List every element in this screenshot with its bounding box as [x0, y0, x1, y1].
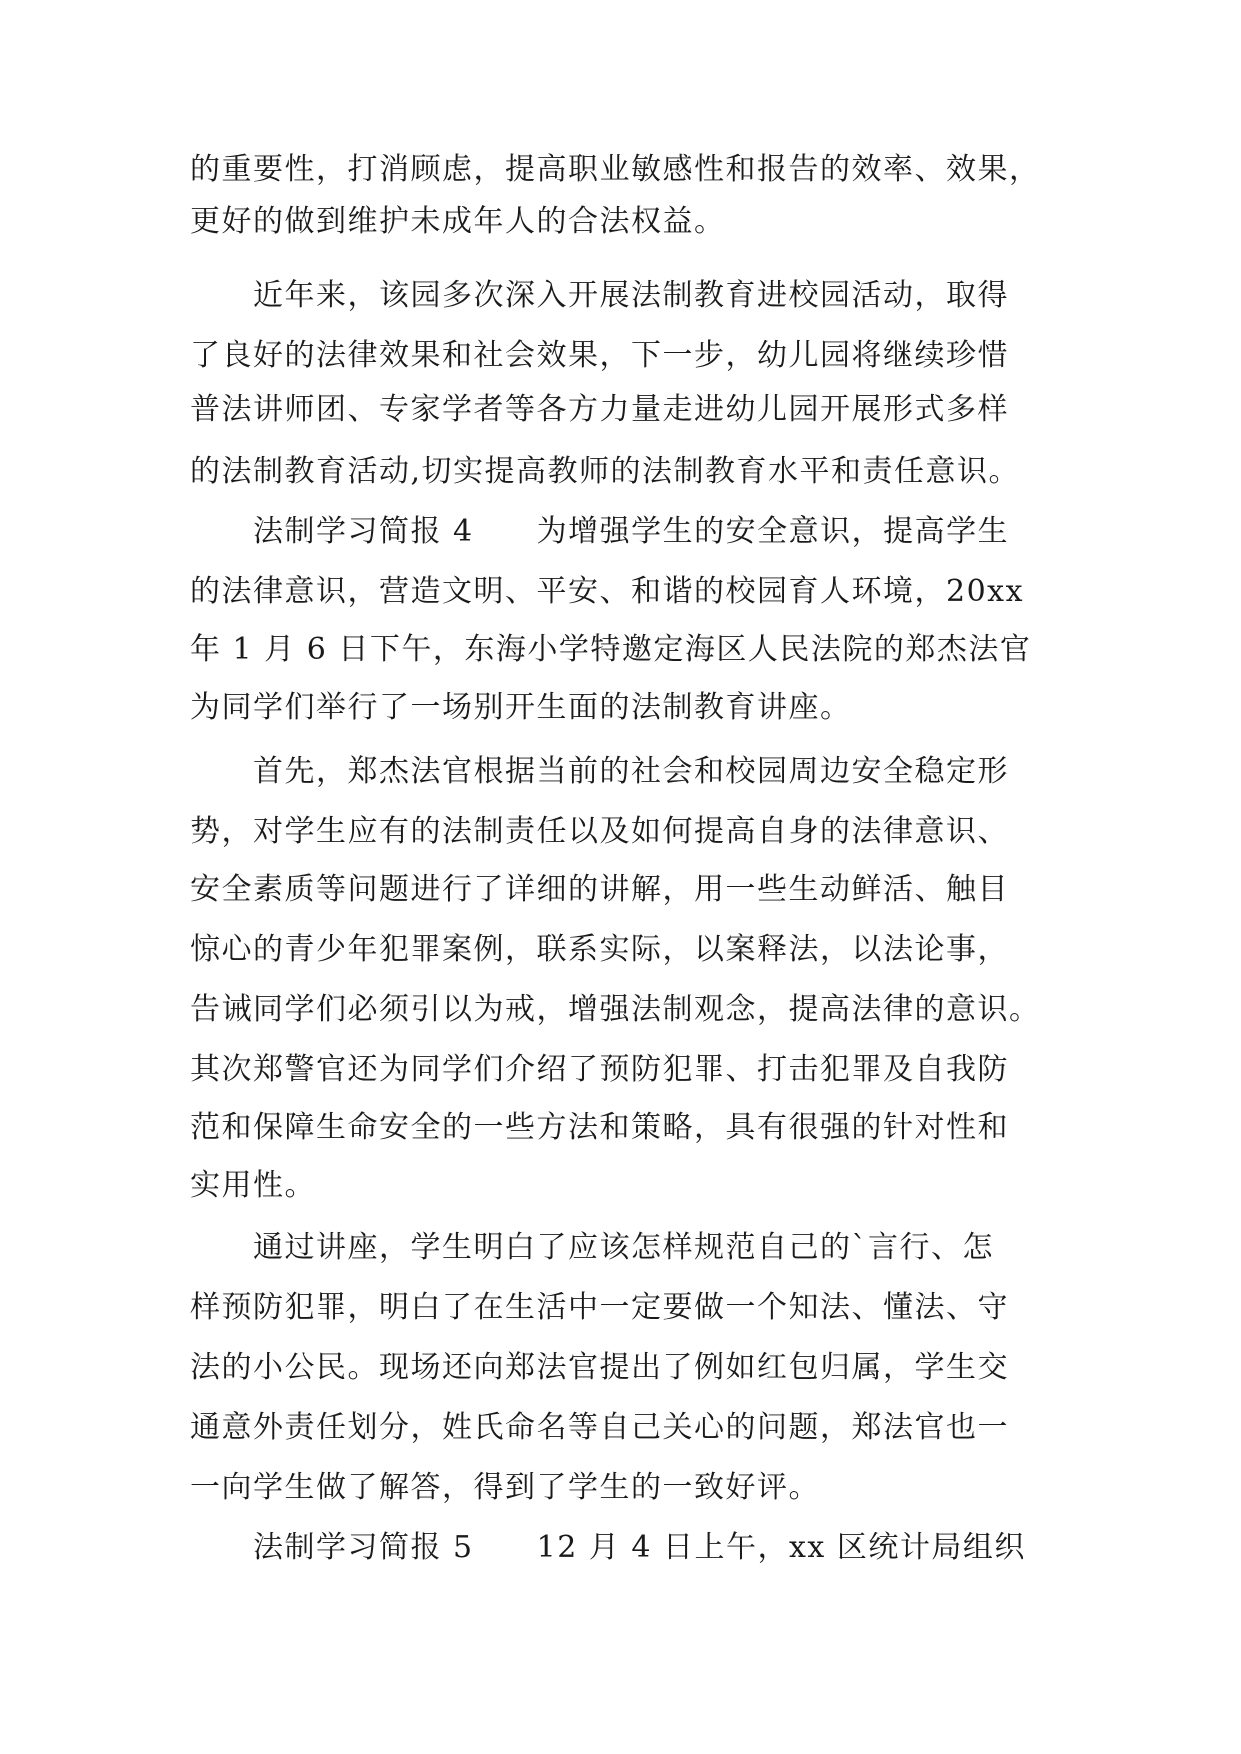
text-line: 法的小公民。现场还向郑法官提出了例如红包归属，学生交: [190, 1350, 1009, 1385]
text-line: 势，对学生应有的法制责任以及如何提高自身的法律意识、: [190, 814, 1009, 849]
text-line: 惊心的青少年犯罪案例，联系实际，以案释法，以法论事，: [190, 932, 1009, 967]
text-line: 年 1 月 6 日下午，东海小学特邀定海区人民法院的郑杰法官: [190, 632, 1032, 667]
text-line: 的法律意识，营造文明、平安、和谐的校园育人环境，20xx: [190, 574, 1025, 609]
text-line: 一向学生做了解答，得到了学生的一致好评。: [190, 1470, 820, 1505]
text-line: 普法讲师团、专家学者等各方力量走进幼儿园开展形式多样: [190, 392, 1009, 427]
text-line: 安全素质等问题进行了详细的讲解，用一些生动鲜活、触目: [190, 872, 1009, 907]
text-line: 其次郑警官还为同学们介绍了预防犯罪、打击犯罪及自我防: [190, 1052, 1009, 1087]
text-line: 的法制教育活动,切实提高教师的法制教育水平和责任意识。: [190, 454, 1021, 489]
text-line: 首先，郑杰法官根据当前的社会和校园周边安全稳定形: [190, 754, 1009, 789]
text-line: 通意外责任划分，姓氏命名等自己关心的问题，郑法官也一: [190, 1410, 1009, 1445]
text-line: 近年来，该园多次深入开展法制教育进校园活动，取得: [190, 278, 1009, 313]
text-line: 法制学习简报 4 为增强学生的安全意识，提高学生: [190, 514, 1010, 549]
text-line: 样预防犯罪，明白了在生活中一定要做一个知法、懂法、守: [190, 1290, 1009, 1325]
text-line: 范和保障生命安全的一些方法和策略，具有很强的针对性和: [190, 1110, 1009, 1145]
text-line: 为同学们举行了一场别开生面的法制教育讲座。: [190, 690, 852, 725]
text-line: 实用性。: [190, 1168, 316, 1203]
text-line: 了良好的法律效果和社会效果，下一步，幼儿园将继续珍惜: [190, 338, 1009, 373]
text-line: 法制学习简报 5 12 月 4 日上午，xx 区统计局组织: [190, 1530, 1026, 1565]
text-line: 更好的做到维护未成年人的合法权益。: [190, 204, 726, 239]
text-line: 通过讲座，学生明白了应该怎样规范自己的`言行、怎: [190, 1230, 994, 1265]
text-line: 告诫同学们必须引以为戒，增强法制观念，提高法律的意识。: [190, 992, 1041, 1027]
text-line: 的重要性，打消顾虑，提高职业敏感性和报告的效率、效果，: [190, 152, 1041, 187]
